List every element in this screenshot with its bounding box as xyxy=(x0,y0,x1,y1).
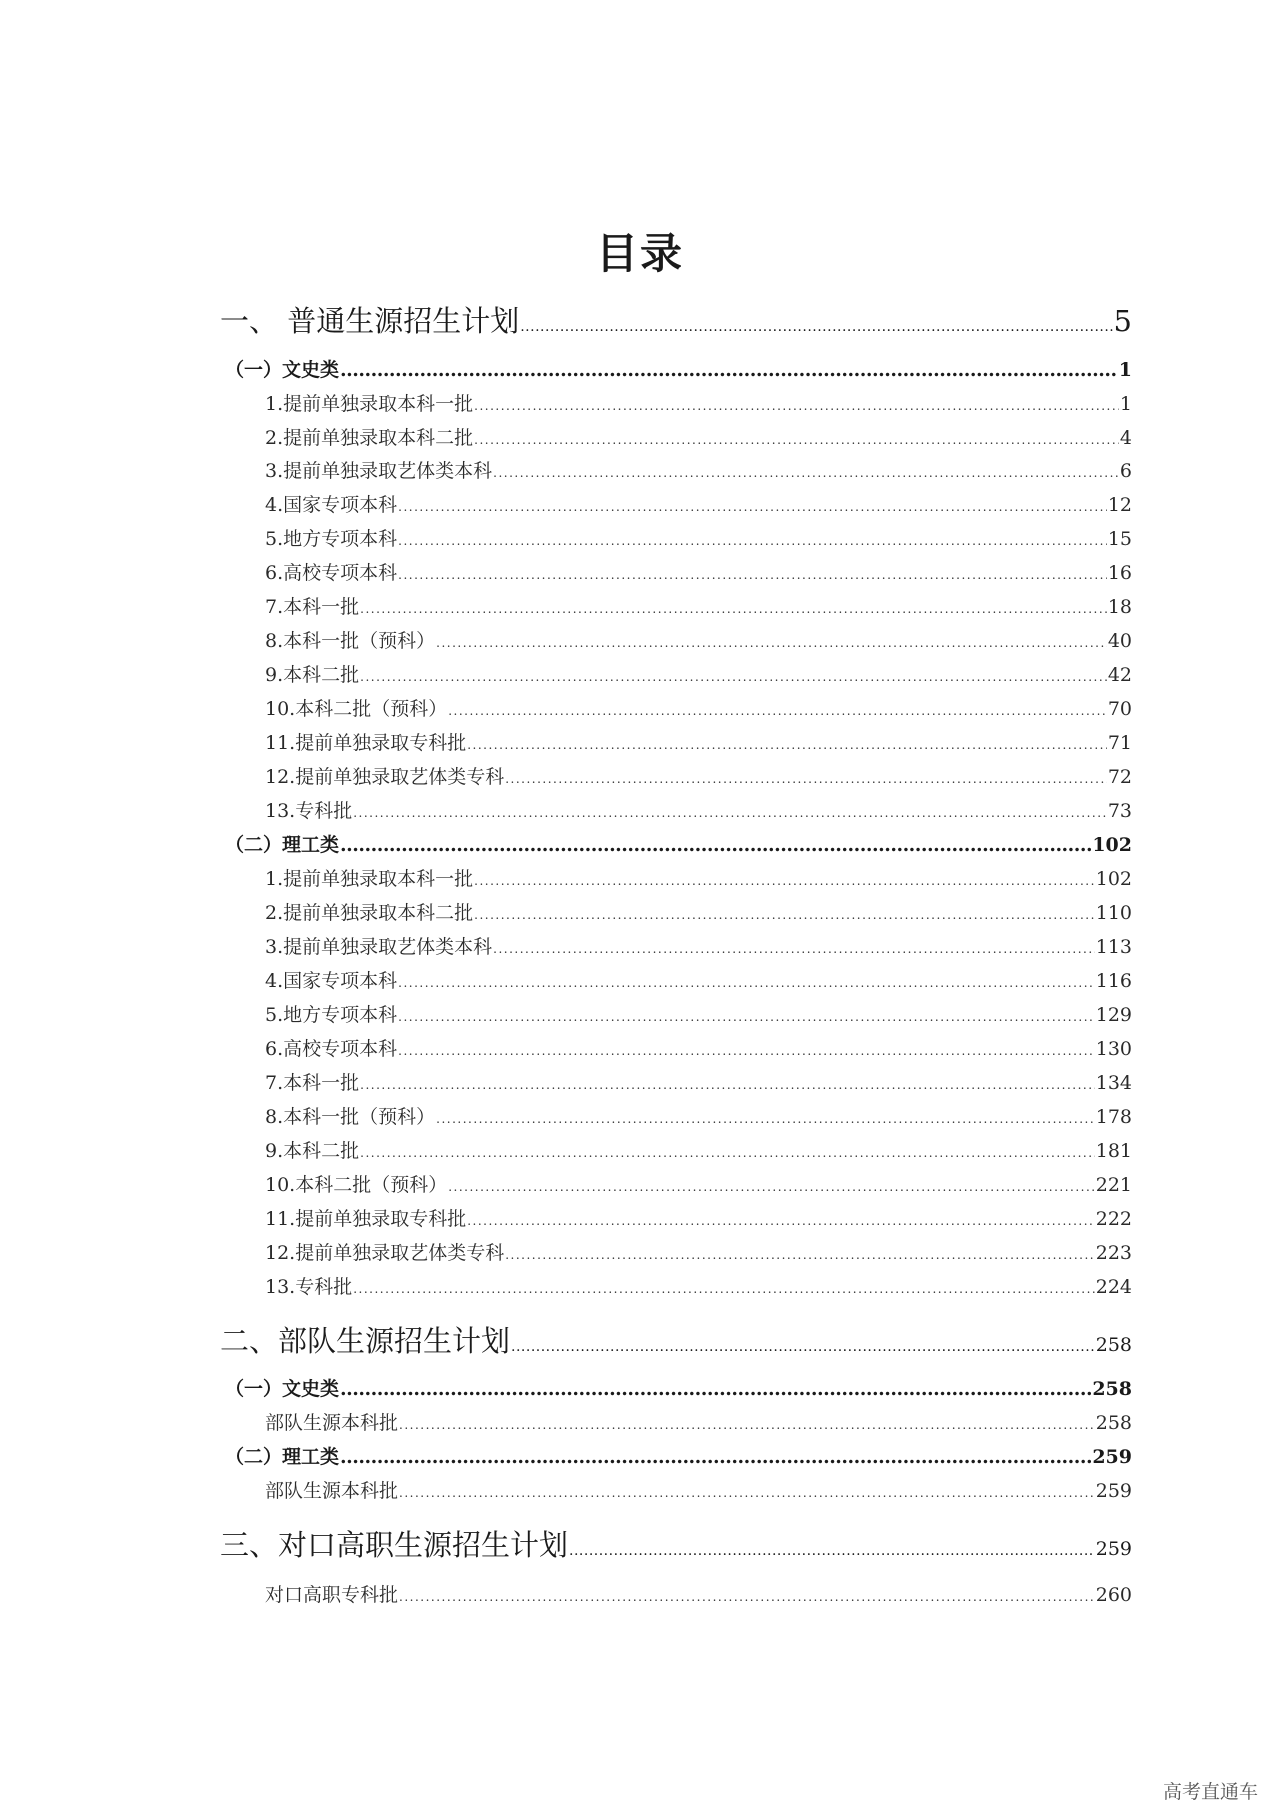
toc-dot-leader xyxy=(448,1170,1095,1200)
toc-entry-label: 3.提前单独录取艺体类本科 xyxy=(265,936,493,958)
toc-dot-leader xyxy=(569,1524,1095,1566)
toc-dot-leader xyxy=(398,490,1107,520)
toc-entry-page: 129 xyxy=(1095,1004,1132,1026)
toc-dot-leader xyxy=(467,1204,1095,1234)
toc-entry-page: 1 xyxy=(1118,359,1132,381)
toc-entry-label: 10.本科二批（预科） xyxy=(265,1174,448,1196)
toc-entry-item[interactable] xyxy=(265,1170,1132,1200)
toc-entry-label: 1.提前单独录取本科一批 xyxy=(265,868,474,890)
toc-entry-section[interactable] xyxy=(220,300,1132,342)
toc-entry-item[interactable] xyxy=(265,864,1132,894)
toc-entry-page: 110 xyxy=(1095,902,1132,924)
toc-entry-item[interactable] xyxy=(265,898,1132,928)
toc-entry-item[interactable] xyxy=(265,1272,1132,1302)
toc-entry-label: 部队生源本科批 xyxy=(265,1480,399,1502)
toc-entry-label: 13.专科批 xyxy=(265,800,353,822)
page-title: 目录 xyxy=(595,229,684,278)
toc-entry-page: 258 xyxy=(1092,1378,1132,1400)
toc-entry-page: 260 xyxy=(1095,1584,1132,1606)
toc-entry-label: 8.本科一批（预科） xyxy=(265,1106,436,1128)
toc-entry-item[interactable] xyxy=(265,1136,1132,1166)
toc-entry-item[interactable] xyxy=(265,1580,1132,1610)
toc-entry-category[interactable] xyxy=(225,830,1132,860)
toc-entry-item[interactable] xyxy=(265,1408,1132,1438)
toc-entry-page: 102 xyxy=(1095,868,1132,890)
toc-dot-leader xyxy=(360,592,1107,622)
toc-entry-item[interactable] xyxy=(265,762,1132,792)
toc-entry-page: 259 xyxy=(1095,1480,1132,1502)
toc-entry-page: 15 xyxy=(1107,528,1132,550)
toc-entry-label: （二）理工类 xyxy=(225,834,340,856)
toc-entry-item[interactable] xyxy=(265,524,1132,554)
toc-entry-label: 二、部队生源招生计划 xyxy=(220,1324,511,1358)
toc-entry-page: 4 xyxy=(1119,427,1132,449)
toc-entry-label: 7.本科一批 xyxy=(265,596,360,618)
toc-entry-item[interactable] xyxy=(265,1102,1132,1132)
toc-dot-leader xyxy=(398,558,1107,588)
toc-entry-label: 4.国家专项本科 xyxy=(265,494,398,516)
toc-entry-label: 10.本科二批（预科） xyxy=(265,698,448,720)
toc-dot-leader xyxy=(511,1320,1095,1362)
toc-entry-page: 223 xyxy=(1095,1242,1132,1264)
toc-dot-leader xyxy=(399,1476,1095,1506)
toc-entry-page: 178 xyxy=(1095,1106,1132,1128)
toc-entry-item[interactable] xyxy=(265,694,1132,724)
toc-dot-leader xyxy=(398,1000,1095,1030)
toc-entry-item[interactable] xyxy=(265,592,1132,622)
toc-dot-leader xyxy=(520,300,1112,342)
toc-entry-page: 134 xyxy=(1095,1072,1132,1094)
toc-entry-label: （二）理工类 xyxy=(225,1446,340,1468)
toc-entry-label: （一）文史类 xyxy=(225,1378,340,1400)
toc-entry-label: 三、对口高职生源招生计划 xyxy=(220,1528,569,1562)
toc-entry-item[interactable] xyxy=(265,932,1132,962)
toc-entry-label: 6.高校专项本科 xyxy=(265,1038,398,1060)
toc-entry-section[interactable] xyxy=(220,1320,1132,1362)
toc-entry-label: 一、 普通生源招生计划 xyxy=(220,304,520,338)
toc-dot-leader xyxy=(448,694,1107,724)
toc-entry-item[interactable] xyxy=(265,558,1132,588)
toc-entry-item[interactable] xyxy=(265,490,1132,520)
toc-dot-leader xyxy=(340,1442,1091,1472)
toc-entry-label: 3.提前单独录取艺体类本科 xyxy=(265,460,493,482)
toc-dot-leader xyxy=(505,1238,1095,1268)
toc-entry-label: （一）文史类 xyxy=(225,359,340,381)
toc-entry-label: 7.本科一批 xyxy=(265,1072,360,1094)
toc-entry-page: 71 xyxy=(1107,732,1132,754)
toc-dot-leader xyxy=(436,1102,1095,1132)
toc-dot-leader xyxy=(398,524,1107,554)
toc-entry-item[interactable] xyxy=(265,1000,1132,1030)
watermark: 高考直通车 xyxy=(1162,1781,1258,1803)
toc-entry-item[interactable] xyxy=(265,423,1132,453)
toc-entry-label: 12.提前单独录取艺体类专科 xyxy=(265,1242,505,1264)
toc-entry-page: 16 xyxy=(1107,562,1132,584)
toc-dot-leader xyxy=(493,456,1119,486)
toc-entry-label: 8.本科一批（预科） xyxy=(265,630,436,652)
toc-dot-leader xyxy=(340,830,1091,860)
toc-dot-leader xyxy=(340,355,1118,385)
toc-entry-label: 1.提前单独录取本科一批 xyxy=(265,393,474,415)
toc-dot-leader xyxy=(493,932,1095,962)
toc-entry-page: 222 xyxy=(1095,1208,1132,1230)
toc-entry-category[interactable] xyxy=(225,1374,1132,1404)
toc-dot-leader xyxy=(360,1136,1095,1166)
toc-entry-page: 72 xyxy=(1107,766,1132,788)
toc-entry-item[interactable] xyxy=(265,1068,1132,1098)
toc-entry-label: 部队生源本科批 xyxy=(265,1412,399,1434)
toc-entry-item[interactable] xyxy=(265,1238,1132,1268)
toc-entry-page: 12 xyxy=(1107,494,1132,516)
toc-entry-item[interactable] xyxy=(265,660,1132,690)
toc-entry-page: 5 xyxy=(1113,304,1132,338)
toc-entry-page: 1 xyxy=(1119,393,1132,415)
toc-entry-page: 42 xyxy=(1107,664,1132,686)
toc-entry-item[interactable] xyxy=(265,1476,1132,1506)
toc-dot-leader xyxy=(360,660,1107,690)
toc-dot-leader xyxy=(353,796,1107,826)
toc-dot-leader xyxy=(474,864,1095,894)
toc-entry-section[interactable] xyxy=(220,1524,1132,1566)
toc-entry-page: 130 xyxy=(1095,1038,1132,1060)
toc-entry-page: 116 xyxy=(1095,970,1132,992)
toc-entry-item[interactable] xyxy=(265,389,1132,419)
toc-entry-page: 181 xyxy=(1095,1140,1132,1162)
toc-entry-label: 2.提前单独录取本科二批 xyxy=(265,427,474,449)
toc-dot-leader xyxy=(360,1068,1095,1098)
toc-entry-label: 5.地方专项本科 xyxy=(265,1004,398,1026)
toc-dot-leader xyxy=(505,762,1107,792)
toc-entry-label: 对口高职专科批 xyxy=(265,1584,399,1606)
toc-dot-leader xyxy=(474,898,1095,928)
toc-entry-page: 113 xyxy=(1095,936,1132,958)
toc-entry-category[interactable] xyxy=(225,1442,1132,1472)
toc-entry-label: 9.本科二批 xyxy=(265,1140,360,1162)
toc-entry-page: 70 xyxy=(1107,698,1132,720)
toc-entry-item[interactable] xyxy=(265,1034,1132,1064)
toc-entry-label: 4.国家专项本科 xyxy=(265,970,398,992)
toc-entry-category[interactable] xyxy=(225,355,1132,385)
toc-dot-leader xyxy=(340,1374,1091,1404)
toc-entry-item[interactable] xyxy=(265,728,1132,758)
toc-entry-page: 73 xyxy=(1107,800,1132,822)
toc-dot-leader xyxy=(398,1034,1095,1064)
toc-entry-label: 5.地方专项本科 xyxy=(265,528,398,550)
toc-entry-page: 258 xyxy=(1095,1334,1132,1356)
toc-entry-page: 221 xyxy=(1095,1174,1132,1196)
toc-dot-leader xyxy=(467,728,1107,758)
toc-entry-label: 9.本科二批 xyxy=(265,664,360,686)
toc-dot-leader xyxy=(474,423,1119,453)
toc-entry-page: 102 xyxy=(1092,834,1132,856)
toc-entry-page: 224 xyxy=(1095,1276,1132,1298)
toc-dot-leader xyxy=(398,966,1095,996)
toc-entry-item[interactable] xyxy=(265,456,1132,486)
toc-entry-page: 258 xyxy=(1095,1412,1132,1434)
toc-entry-label: 12.提前单独录取艺体类专科 xyxy=(265,766,505,788)
toc-entry-page: 259 xyxy=(1095,1538,1132,1560)
toc-entry-label: 13.专科批 xyxy=(265,1276,353,1298)
toc-dot-leader xyxy=(474,389,1119,419)
toc-entry-label: 11.提前单独录取专科批 xyxy=(265,732,467,754)
toc-entry-page: 18 xyxy=(1107,596,1132,618)
toc-entry-page: 259 xyxy=(1092,1446,1132,1468)
toc-dot-leader xyxy=(399,1408,1095,1438)
toc-dot-leader xyxy=(436,626,1107,656)
toc-entry-item[interactable] xyxy=(265,626,1132,656)
toc-dot-leader xyxy=(353,1272,1095,1302)
toc-entry-page: 6 xyxy=(1119,460,1132,482)
toc-entry-item[interactable] xyxy=(265,1204,1132,1234)
toc-dot-leader xyxy=(399,1580,1095,1610)
toc-entry-item[interactable] xyxy=(265,966,1132,996)
toc-entry-page: 40 xyxy=(1107,630,1132,652)
toc-entry-label: 6.高校专项本科 xyxy=(265,562,398,584)
toc-entry-label: 11.提前单独录取专科批 xyxy=(265,1208,467,1230)
toc-entry-item[interactable] xyxy=(265,796,1132,826)
toc-entry-label: 2.提前单独录取本科二批 xyxy=(265,902,474,924)
